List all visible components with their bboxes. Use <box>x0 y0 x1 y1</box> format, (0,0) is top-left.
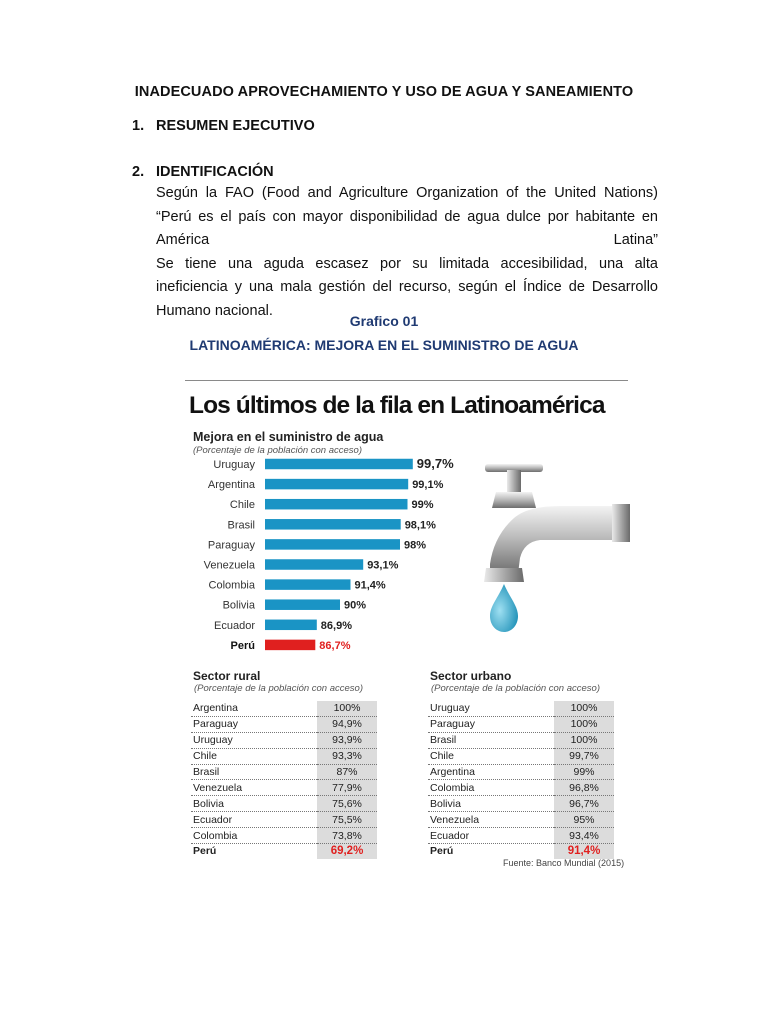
bar <box>265 499 408 510</box>
section-2-title: IDENTIFICACIÓN <box>156 164 274 180</box>
bar <box>265 559 363 570</box>
rural-table-title: Sector rural <box>193 669 261 683</box>
table-cell-country: Paraguay <box>191 716 317 732</box>
section-2-number: 2. <box>132 164 145 180</box>
bar-value-label: 93,1% <box>367 559 399 572</box>
document-title: INADECUADO APROVECHAMIENTO Y USO DE AGUA Y SANEAMIENTO <box>134 84 634 100</box>
bar <box>265 620 317 631</box>
table-cell-country: Uruguay <box>428 701 554 716</box>
table-cell-country: Perú <box>430 845 454 858</box>
table-cell-value: 100% <box>317 701 377 716</box>
figure-caption: LATINOAMÉRICA: MEJORA EN EL SUMINISTRO DE AGUA <box>189 337 579 353</box>
bar-value-label: 99,1% <box>412 479 444 492</box>
table-cell-value: 100% <box>554 732 614 748</box>
table-cell-country: Argentina <box>191 701 317 716</box>
bar-category-label: Uruguay <box>213 459 255 471</box>
table-cell-country: Colombia <box>191 828 317 844</box>
table-cell-country: Ecuador <box>428 828 554 844</box>
bar-value-label: 99% <box>411 499 434 512</box>
table-row <box>191 796 377 812</box>
table-cell-value: 69,2% <box>317 844 377 859</box>
table-cell-country: Paraguay <box>428 716 554 732</box>
table-cell-value: 77,9% <box>317 780 377 796</box>
table-row <box>191 732 377 748</box>
table-row <box>428 812 614 828</box>
table-row <box>191 748 377 764</box>
table-row <box>428 828 614 844</box>
table-row <box>428 796 614 812</box>
table-row <box>191 701 377 716</box>
table-row <box>428 764 614 780</box>
table-cell-country: Ecuador <box>191 812 317 828</box>
bar <box>265 579 351 590</box>
section-2-heading <box>132 164 274 180</box>
table-cell-value: 91,4% <box>554 844 614 859</box>
section-1-heading <box>132 118 315 134</box>
table-row <box>191 828 377 844</box>
table-cell-value: 75,6% <box>317 796 377 812</box>
table-row <box>428 780 614 796</box>
table-cell-value: 96,7% <box>554 796 614 812</box>
urban-table <box>428 701 614 859</box>
table-cell-value: 93,3% <box>317 748 377 764</box>
table-row <box>191 780 377 796</box>
bar <box>265 539 400 550</box>
bar-value-label: 91,4% <box>354 579 386 592</box>
table-row <box>191 764 377 780</box>
table-cell-country: Venezuela <box>191 780 317 796</box>
figure-label: Grafico 01 <box>349 313 419 329</box>
bar <box>265 459 413 470</box>
bar-category-label: Venezuela <box>203 559 255 572</box>
body-text <box>156 182 658 323</box>
table-cell-country: Bolivia <box>428 796 554 812</box>
table-row <box>428 844 614 859</box>
bar <box>265 640 315 651</box>
table-cell-country: Perú <box>193 845 217 858</box>
section-1-title: RESUMEN EJECUTIVO <box>156 118 315 134</box>
table-row <box>428 748 614 764</box>
bar-category-label: Colombia <box>208 579 255 592</box>
bar-category-label: Bolivia <box>222 599 255 612</box>
table-row <box>428 732 614 748</box>
table-cell-value: 75,5% <box>317 812 377 828</box>
table-cell-country: Colombia <box>428 780 554 796</box>
bar-category-label: Chile <box>229 499 255 512</box>
table-cell-country: Brasil <box>191 764 317 780</box>
bar-value-label: 86,7% <box>319 639 351 652</box>
bar-value-label: 99,7% <box>416 456 454 471</box>
bar-category-label: Argentina <box>207 479 255 492</box>
bar-category-label: Paraguay <box>207 539 255 552</box>
bar-category-label: Perú <box>230 639 255 652</box>
table-cell-country: Chile <box>428 748 554 764</box>
table-row <box>191 844 377 859</box>
table-cell-value: 73,8% <box>317 828 377 844</box>
rural-table <box>191 701 377 859</box>
infographic-title: Los últimos de la fila en Latinoamérica <box>189 392 605 419</box>
table-cell-value: 94,9% <box>317 716 377 732</box>
table-cell-value: 96,8% <box>554 780 614 796</box>
paragraph-fao: Según la FAO (Food and Agriculture Organization of the United Nations) “Perú es el país con mayor disponibilidad de agua dulce por habitante en América Latina” <box>156 185 658 248</box>
urban-table-subtitle: (Porcentaje de la población con acceso) <box>431 683 600 694</box>
urban-table-title: Sector urbano <box>430 669 512 683</box>
table-row <box>428 716 614 732</box>
table-cell-country: Chile <box>191 748 317 764</box>
paragraph-escasez: Se tiene una aguda escasez por su limitada accesibilidad, una alta ineficiencia y una mala gestión del recurso, según el Índice de Desarrollo Humano nacional. <box>156 255 658 319</box>
bar-chart-subtitle: (Porcentaje de la población con acceso) <box>193 445 362 456</box>
bar-value-label: 90% <box>344 599 367 612</box>
table-cell-value: 87% <box>317 764 377 780</box>
table-cell-country: Brasil <box>428 732 554 748</box>
table-cell-value: 95% <box>554 812 614 828</box>
table-cell-country: Argentina <box>428 764 554 780</box>
infographic <box>185 378 630 870</box>
table-row <box>428 701 614 716</box>
table-cell-value: 99,7% <box>554 748 614 764</box>
bar <box>265 599 340 610</box>
table-cell-value: 100% <box>554 716 614 732</box>
table-cell-value: 100% <box>554 701 614 716</box>
section-1-number: 1. <box>132 118 145 134</box>
bar <box>265 479 408 490</box>
rural-table-subtitle: (Porcentaje de la población con acceso) <box>194 683 363 694</box>
bar-chart-title: Mejora en el suministro de agua <box>193 430 384 444</box>
bar-category-label: Ecuador <box>214 619 255 632</box>
figure-source: Fuente: Banco Mundial (2015) <box>503 858 625 868</box>
bar-value-label: 86,9% <box>320 619 353 632</box>
bar <box>265 519 401 530</box>
table-cell-value: 99% <box>554 764 614 780</box>
table-row <box>191 716 377 732</box>
table-cell-value: 93,9% <box>317 732 377 748</box>
table-row <box>191 812 377 828</box>
bar-value-label: 98% <box>404 539 427 552</box>
water-faucet-with-drop-icon <box>440 456 630 646</box>
bar-value-label: 98,1% <box>404 519 436 532</box>
table-cell-country: Venezuela <box>428 812 554 828</box>
bar-category-label: Brasil <box>227 519 255 532</box>
table-cell-value: 93,4% <box>554 828 614 844</box>
table-cell-country: Bolivia <box>191 796 317 812</box>
table-cell-country: Uruguay <box>191 732 317 748</box>
